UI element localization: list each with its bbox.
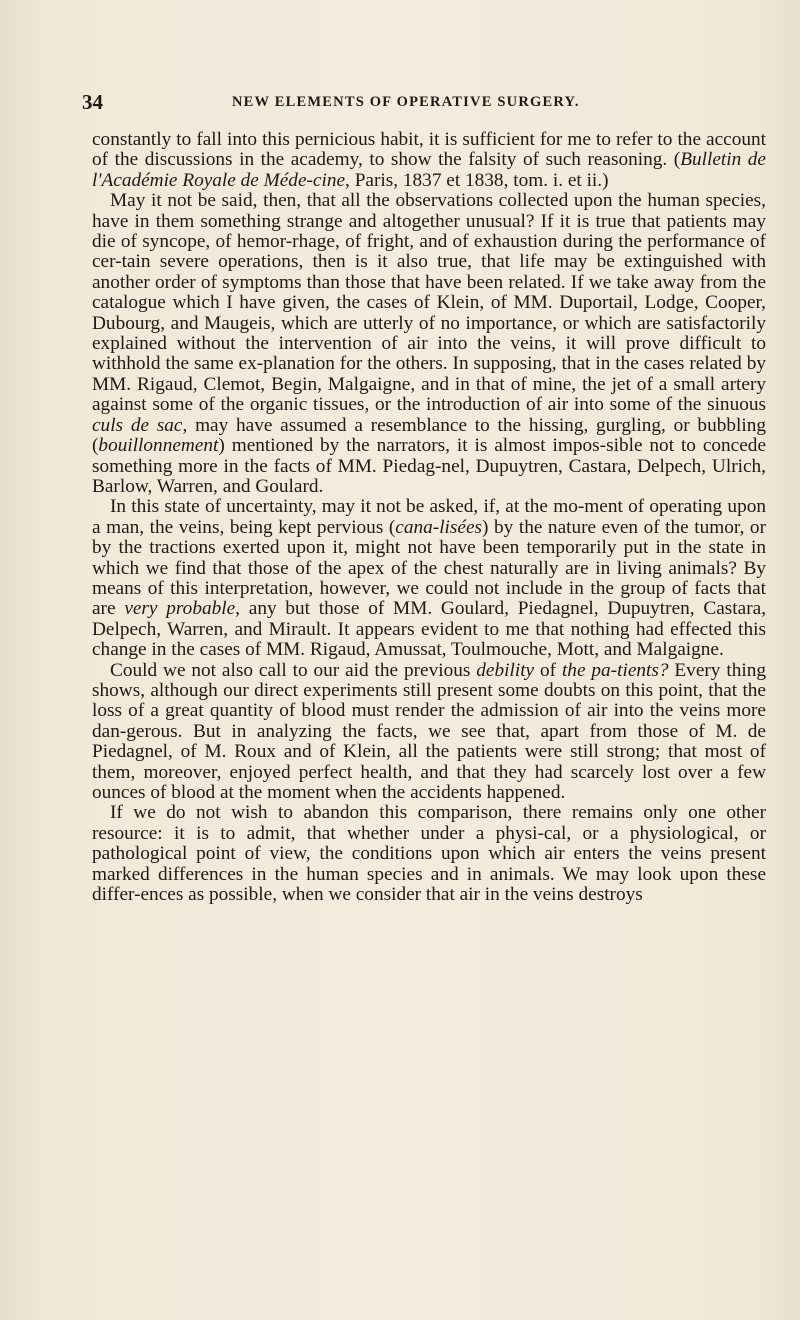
text-run: Could we not also call to our aid the previous bbox=[110, 659, 477, 681]
italic-run: cana-lisées bbox=[395, 516, 483, 538]
text-run: of bbox=[534, 659, 562, 681]
italic-run: the pa-tients? bbox=[561, 659, 669, 681]
paragraph-2 bbox=[92, 191, 766, 497]
italic-run: very probable bbox=[124, 598, 236, 620]
italic-run: Bulletin de l'Académie Royale de Méde-cine bbox=[92, 149, 766, 191]
text-run: Every thing shows, although our direct experiments still present some doubts on this point, that the loss of a great quantity of blood must render the admission of air into the veins more dan-gerous. But in analyzing the facts, we see that, apart from those of M. de Piedagnel, of M. Roux and of Klein, all the patients were still strong; that most of them, moreover, enjoyed perfect health, and that they had scarcely lost over a few ounces of blood at the moment when the accidents happened. bbox=[92, 659, 766, 803]
text-run: , Paris, 1837 et 1838, tom. i. et ii.) bbox=[345, 169, 609, 191]
body-text bbox=[92, 130, 766, 905]
paragraph-1 bbox=[92, 130, 766, 191]
text-run: ) mentioned by the narrators, it is almost impos-sible not to concede something more in the facts of MM. Piedag-nel, Dupuytren, Castara, Delpech, Ulrich, Barlow, Warren, and Goulard. bbox=[92, 435, 766, 497]
italic-run: bouillonnement bbox=[98, 435, 219, 457]
page-number: 34 bbox=[82, 90, 103, 114]
running-title: NEW ELEMENTS OF OPERATIVE SURGERY. bbox=[232, 94, 580, 110]
italic-run: culs de sac bbox=[92, 414, 183, 436]
text-run: , may have assumed a resemblance to the hissing, gurgling, or bubbling ( bbox=[92, 414, 766, 457]
italic-run: debility bbox=[476, 659, 535, 681]
text-run: ) by the nature even of the tumor, or by the tractions exerted upon it, might not have been temporarily put in the state in which we find that those of the apex of the chest naturally are in living animals? By means of this interpretation, however, we could not include in the group of facts that are bbox=[92, 516, 766, 620]
text-run: May it not be said, then, that all the observations collected upon the human species, have in them something strange and altogether unusual? If it is true that patients may die of syncope, of hemor-rhage, of fright, and of exhaustion during the performance of cer-tain severe operations, then is it also true, that life may be extinguished with another order of symptoms than those that have been related. If we take away from the catalogue which I have given, the cases of Klein, of MM. Duportail, Lodge, Cooper, Dubourg, and Maugeis, which are utterly of no importance, or which are satisfactorily explained without the intervention of air into the veins, it will prove difficult to withhold the same ex-planation for the others. In supposing, that in the cases related by MM. Rigaud, Clemot, Begin, Malgaigne, and in that of mine, the jet of a small artery against some of the organic tissues, or the introduction of air into some of the sinuous bbox=[92, 190, 766, 416]
text-run: , any but those of MM. Goulard, Piedagnel, Dupuytren, Castara, Delpech, Warren, and Mirault. It appears evident to me that nothing had effected this change in the cases of MM. Rigaud, Amussat, Toulmouche, Mott, and Malgaigne. bbox=[92, 598, 767, 661]
paragraph-5 bbox=[92, 803, 766, 905]
text-run: In this state of uncertainty, may it not be asked, if, at the mo-ment of operating upon a man, the veins, being kept pervious ( bbox=[92, 496, 766, 538]
paragraph-3 bbox=[92, 497, 766, 660]
text-run: If we do not wish to abandon this comparison, there remains only one other resource: it is to admit, that whether under a physi-cal, or a physiological, or pathological point of view, the conditions upon which air enters the veins present marked differences in the human species and in animals. We may look upon these differ-ences as possible, when we consider that air in the veins destroys bbox=[92, 802, 766, 906]
text-run: constantly to fall into this pernicious habit, it is sufficient for me to refer to the account of the discussions in the academy, to show the falsity of such reasoning. ( bbox=[92, 129, 766, 171]
running-head bbox=[82, 90, 762, 112]
paragraph-4 bbox=[92, 661, 766, 804]
